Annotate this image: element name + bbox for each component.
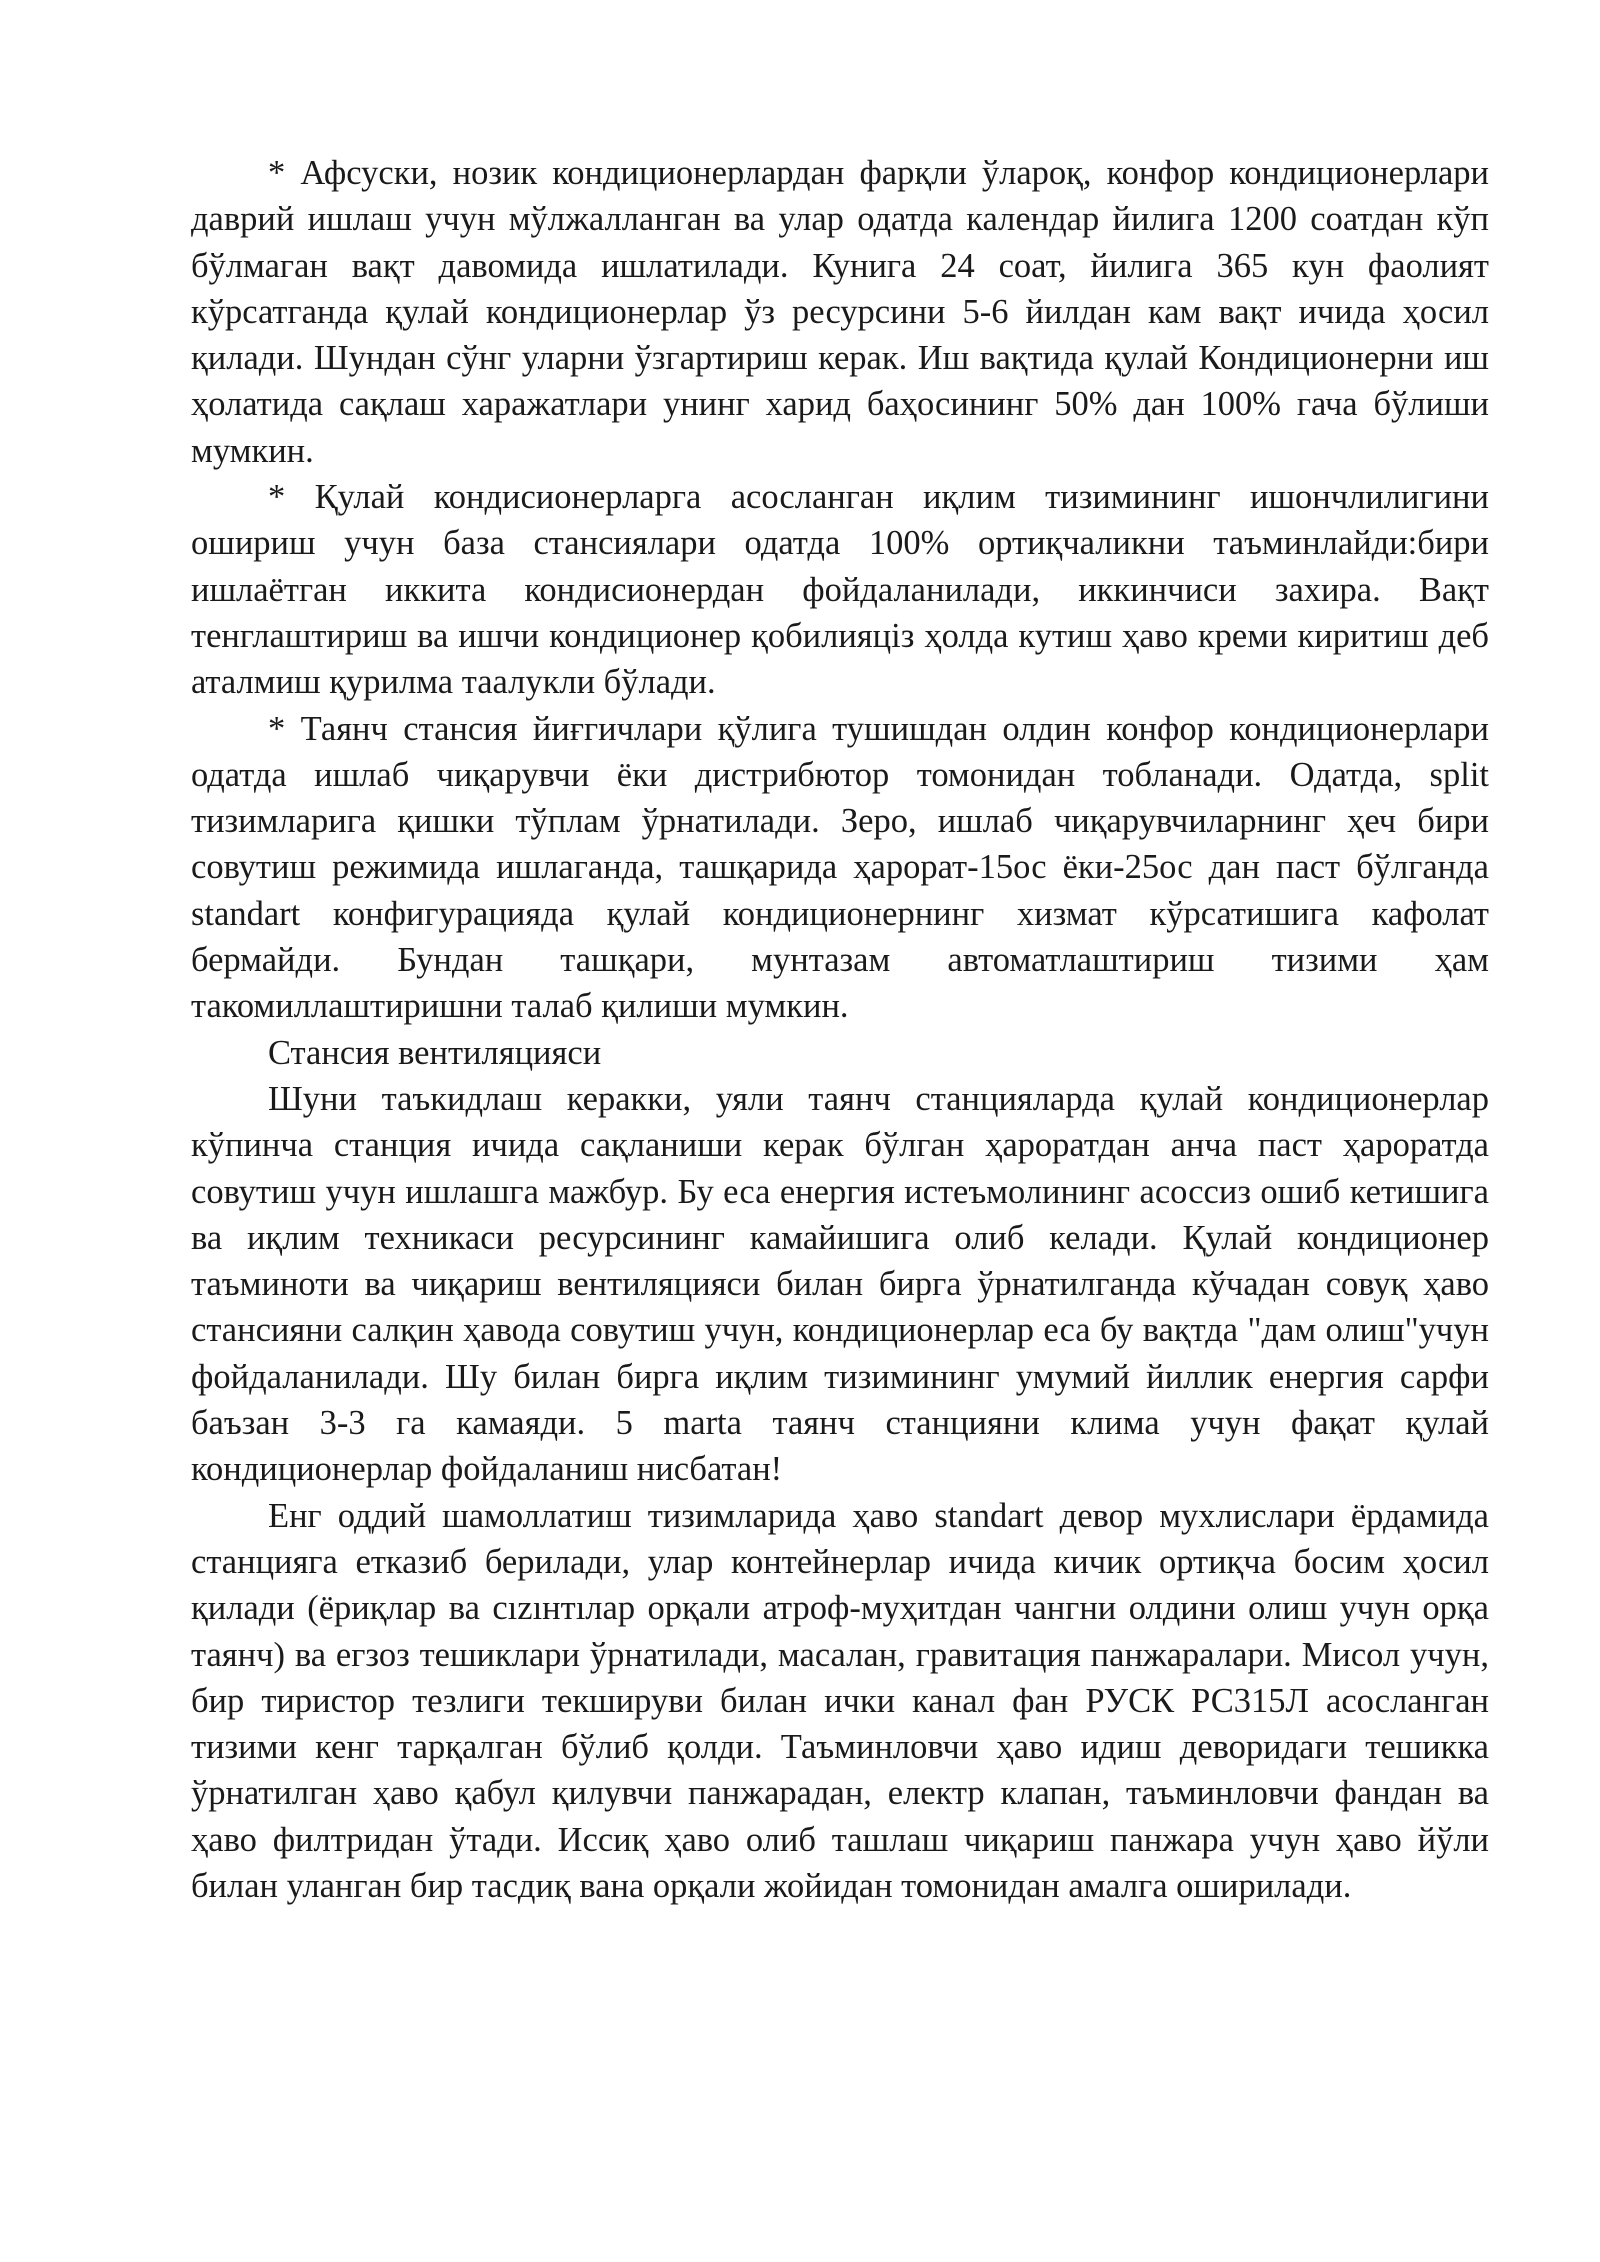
section-heading-station-ventilation: Стансия вентиляцияси bbox=[268, 1033, 602, 1072]
document-page bbox=[191, 150, 1489, 1909]
paragraph-redundancy: * Қулай кондисионерларга асосланган иқлим тизимининг ишончлилигини ошириш учун база стансиялари одатда 100% ортиқчаликни таъминлайди:бири ишлаётган иккита кондисионердан фойдаланилади, иккинчиси захира. Вақт тенглаштириш ва ишчи кондиционер қобилияцiз ҳолда кутиш ҳаво креми киритиш деб аталмиш қурилма таалукли бўлади. bbox=[191, 478, 1489, 702]
paragraph-winter-kit: * Таянч стансия йиғгичлари қўлига тушишдан олдин конфор кондиционерлари одатда ишлаб чиқарувчи ёки дистрибютор томонидан тобланади. Одатда, split тизимларига қишки тўплам ўрнатилади. Зеро, ишлаб чиқарувчиларнинг ҳеч бири совутиш режимида ишлаганда, ташқарида ҳарорат-15ос ёки-25ос дан паст бўлганда standart конфигурацияда қулай кондиционернинг хизмат кўрсатишига кафолат бермайди. Бундан ташқари, мунтазам автоматлаштириш тизими ҳам такомиллаштиришни талаб қилиши мумкин. bbox=[191, 709, 1489, 1026]
paragraph-comfort-ac-lifetime: * Афсуски, нозик кондиционерлардан фарқли ўлароқ, конфор кондиционерлари даврий ишлаш учун мўлжалланган ва улар одатда календар йилига 1200 соатдан кўп бўлмаган вақт давомида ишлатилади. Кунига 24 соат, йилига 365 кун фаолият кўрсатганда қулай кондиционерлар ўз ресурсини 5-6 йилдан кам вақт ичида ҳосил қилади. Шундан сўнг уларни ўзгартириш керак. Иш вақтида қулай Кондиционерни иш ҳолатида сақлаш харажатлари унинг харид баҳосининг 50% дан 100% гача бўлиши мумкин. bbox=[191, 154, 1489, 470]
paragraph-free-cooling: Шуни таъкидлаш керакки, уяли таянч станцияларда қулай кондиционерлар кўпинча станция ичида сақланиши керак бўлган ҳароратдан анча паст ҳароратда совутиш учун ишлашга мажбур. Бу еса енергия истеъмолининг асоссиз ошиб кетишига ва иқлим техникаси ресурсининг камайишига олиб келади. Қулай кондиционер таъминоти ва чиқариш вентиляцияси билан бирга ўрнатилганда кўчадан совуқ ҳаво стансияни салқин ҳавода совутиш учун, кондиционерлар еса бу вақтда "дам олиш"учун фойдаланилади. Шу билан бирга иқлим тизимининг умумий йиллик енергия сарфи баъзан 3-3 га камаяди. 5 marta таянч станцияни клима учун фақат қулай кондиционерлар фойдаланиш нисбатан! bbox=[191, 1079, 1489, 1489]
paragraph-ventilation-systems: Енг оддий шамоллатиш тизимларида ҳаво standart девор мухлислари ёрдамида станцияга етказиб берилади, улар контейнерлар ичида кичик ортиқча босим ҳосил қилади (ёриқлар ва сızıнтıлар орқали атроф-муҳитдан чангни олдини олиш учун орқа таянч) ва егзоз тешиклари ўрнатилади, масалан, гравитация панжаралари. Мисол учун, бир тиристор тезлиги текшируви билан ички канал фан РУСК РС315Л асосланган тизими кенг тарқалган бўлиб қолди. Таъминловчи ҳаво идиш деворидаги тешикка ўрнатилган ҳаво қабул қилувчи панжарадан, електр клапан, таъминловчи фандан ва ҳаво филтридан ўтади. Иссиқ ҳаво олиб ташлаш чиқариш панжара учун ҳаво йўли билан уланган бир тасдиқ вана орқали жойидан томонидан амалга оширилади. bbox=[191, 1496, 1489, 1905]
